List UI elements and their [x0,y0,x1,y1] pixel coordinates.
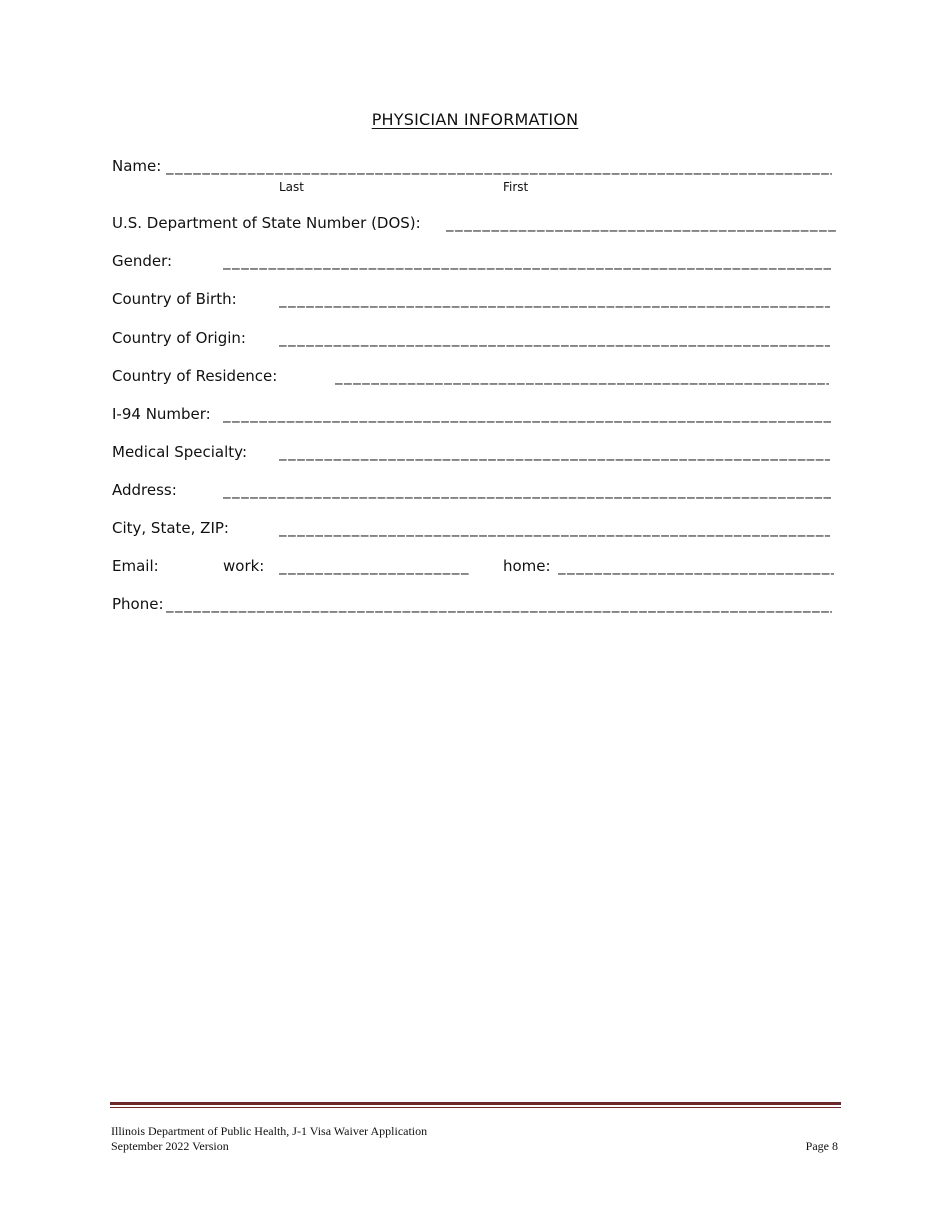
footer-agency: Illinois Department of Public Health, J-1 Visa Waiver Application [111,1124,428,1138]
city-state-zip-label: City, State, ZIP: [112,519,229,537]
country-birth-label: Country of Birth: [112,290,237,308]
name-first-caption: First [503,180,529,194]
email-label: Email: [112,557,159,575]
country-origin-label: Country of Origin: [112,329,246,347]
country-origin-field[interactable] [279,329,830,347]
footer-version: September 2022 Version [111,1139,229,1153]
name-field[interactable] [166,157,832,175]
footer-page-number: Page 8 [805,1139,838,1153]
city-state-zip-field[interactable] [279,519,830,537]
footer-rule-thin [110,1107,841,1108]
name-label: Name: [112,157,162,175]
email-home-field[interactable] [558,557,834,575]
medical-specialty-label: Medical Specialty: [112,443,247,461]
gender-label: Gender: [112,252,173,270]
email-work-field[interactable] [279,557,469,575]
country-residence-label: Country of Residence: [112,367,278,385]
dos-label: U.S. Department of State Number (DOS): [112,214,421,232]
phone-label: Phone: [112,595,164,613]
i94-label: I-94 Number: [112,405,211,423]
footer-rule-thick [110,1102,841,1105]
i94-field[interactable] [223,405,831,423]
email-work-label: work: [223,557,265,575]
name-last-caption: Last [279,180,304,194]
address-field[interactable] [223,481,831,499]
email-home-label: home: [503,557,551,575]
gender-field[interactable] [223,252,831,270]
country-birth-field[interactable] [279,290,830,308]
address-label: Address: [112,481,177,499]
page-title: PHYSICIAN INFORMATION [371,110,579,129]
dos-field[interactable] [446,214,836,232]
phone-field[interactable] [166,595,832,613]
country-residence-field[interactable] [335,367,829,385]
medical-specialty-field[interactable] [279,443,830,461]
